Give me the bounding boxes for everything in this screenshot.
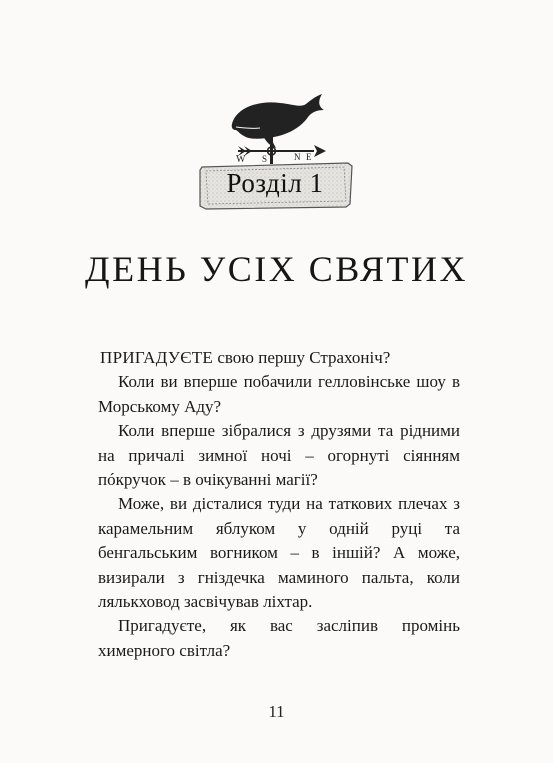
- chapter-label: Розділ 1: [226, 168, 324, 198]
- paragraph-4: Може, ви дісталися туди на таткових плечах з карамельним яблуком у одній руці та бенгальським вогником – в іншій? А може, визирали з гніздечка маминого пальта, коли лялькховод засвічував ліхтар.: [98, 494, 460, 612]
- compass-east-letter: E: [306, 152, 312, 162]
- chapter-title: ДЕНЬ УСІХ СВЯТИХ: [85, 249, 468, 289]
- paragraph-5: Пригадуєте, як вас засліпив промінь химерного світла?: [98, 616, 460, 660]
- paragraph-2: Коли ви вперше побачили гелловінське шоу в Морському Аду?: [98, 372, 460, 416]
- compass-north-letter: N: [294, 152, 301, 162]
- paragraph-1: [98, 346, 460, 370]
- compass-west-letter: W: [236, 154, 246, 165]
- page-number: 11: [268, 702, 285, 721]
- paragraph-lead-word: ПРИГАДУЄТЕ: [100, 348, 214, 367]
- chapter-body: [98, 346, 460, 663]
- paragraph-text: свою першу Страхоніч?: [213, 348, 391, 367]
- paragraph-3: Коли вперше зібралися з друзями та рідними на причалі зимної ночі – огорнуті сіянням пóкручок – в очікуванні магії?: [98, 421, 460, 490]
- compass-south-letter: S: [262, 154, 268, 164]
